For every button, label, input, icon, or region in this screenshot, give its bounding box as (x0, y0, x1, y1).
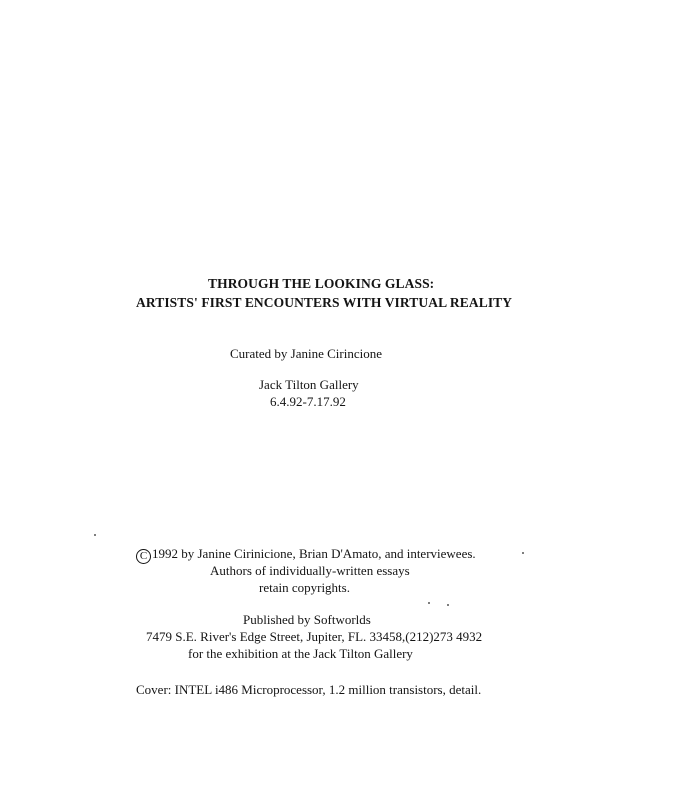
copyright-line-3: retain copyrights. (259, 580, 350, 595)
exhibition-dates: 6.4.92-7.17.92 (270, 394, 346, 409)
publisher-address: 7479 S.E. River's Edge Street, Jupiter, FL. 33458,(212)273 4932 (146, 629, 483, 644)
scan-speck (94, 534, 96, 536)
copyright-text: 1992 by Janine Cirinicione, Brian D'Amato, and interviewees. (152, 546, 476, 561)
title-line-2: ARTISTS' FIRST ENCOUNTERS WITH VIRTUAL REALITY (136, 295, 513, 310)
copyright-line-2: Authors of individually-written essays (210, 563, 410, 578)
copyright-line-1 (136, 546, 476, 564)
scan-speck (428, 602, 430, 604)
scan-speck (522, 552, 524, 554)
curator-line: Curated by Janine Cirincione (230, 346, 382, 361)
cover-credit: Cover: INTEL i486 Microprocessor, 1.2 million transistors, detail. (136, 682, 482, 697)
copyright-icon: C (136, 549, 151, 564)
publisher-line-1: Published by Softworlds (243, 612, 371, 627)
title-line-1: THROUGH THE LOOKING GLASS: (208, 276, 435, 291)
publisher-line-3: for the exhibition at the Jack Tilton Gallery (188, 646, 413, 661)
scan-speck (447, 604, 449, 606)
gallery-name: Jack Tilton Gallery (259, 377, 359, 392)
